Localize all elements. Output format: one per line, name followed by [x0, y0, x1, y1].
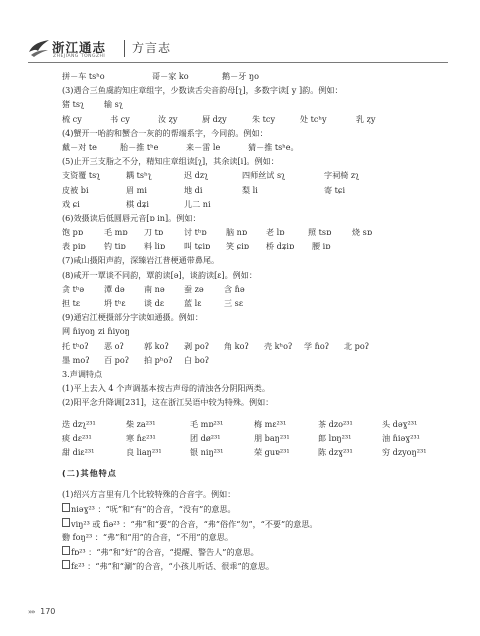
example-word: 毛 mɒ²³¹	[190, 418, 224, 429]
example-word: 字祠椅 zʅ	[324, 170, 360, 181]
paragraph-line	[62, 128, 448, 142]
example-row	[62, 142, 448, 156]
paragraph-line	[62, 369, 448, 383]
example-word: 坍 tʰɛ	[104, 298, 126, 308]
example-word: 烧 sɒ	[352, 227, 373, 238]
missing-glyph-box-icon	[62, 560, 70, 569]
example-word: 含 ɦə	[224, 283, 245, 294]
example-word: 老 lɒ	[266, 227, 285, 238]
page-number: 170	[40, 607, 56, 616]
example-word: 剥 poʔ	[184, 340, 210, 351]
merged-syllable-line	[62, 518, 448, 532]
example-row	[62, 170, 448, 184]
example-word: 南 nə	[144, 283, 165, 294]
example-word: 网 ɦiyoŋ	[62, 326, 96, 337]
example-word: 壳 kʰoʔ	[264, 340, 293, 351]
example-row	[62, 355, 448, 369]
example-row	[62, 341, 448, 355]
example-word: 梳 cy	[62, 113, 82, 124]
paragraph-line	[62, 213, 448, 227]
paragraph-text: (6)效摄读后低圆唇元音[ɒ in]。例如：	[62, 212, 201, 223]
paragraph-text: (9)通宕江梗摄部分字读如通摄。例如：	[62, 312, 203, 323]
example-word: 耦 tsʰʅ	[126, 170, 152, 181]
paragraph-line	[62, 312, 448, 326]
example-word: 贪 tʰə	[62, 283, 85, 294]
example-word: 银 niŋ²³¹	[190, 446, 224, 457]
example-word: 戏 ɕi	[62, 198, 80, 209]
example-word: 茶 dzo²³¹	[318, 418, 353, 429]
example-word: 厨 dȥy	[202, 113, 227, 124]
example-word: 三 sɛ	[224, 298, 244, 308]
example-word: 寒 ɦɛ²³¹	[126, 432, 156, 443]
example-word: 学 ɦoʔ	[304, 340, 330, 351]
example-word: 处 tcʰy	[300, 113, 327, 124]
swallow-logo-icon	[28, 38, 50, 58]
example-word: 笑 ɕiɒ	[226, 241, 249, 252]
example-word: 墨 moʔ	[62, 354, 90, 365]
example-word: 儿二 ni	[184, 198, 211, 209]
example-word: 郭 koʔ	[144, 340, 169, 351]
example-word: 钓 tiɒ	[104, 241, 126, 252]
example-word: 担 tɛ	[62, 298, 81, 308]
paragraph-text: 3.声调特点	[62, 368, 103, 379]
example-row	[62, 433, 448, 447]
example-word: 百 poʔ	[104, 354, 130, 365]
example-word: 油 ɦiəɣ²³¹	[382, 432, 420, 443]
page-footer	[28, 607, 55, 616]
example-word: 脑 nɒ	[226, 227, 248, 238]
merged-syllable-line	[62, 560, 448, 574]
missing-glyph-box-icon	[62, 503, 70, 512]
merged-syllable-line	[62, 503, 448, 517]
example-word: 支资覆 tsʅ	[62, 170, 101, 181]
paragraph-text: 覅 foŋ²³ ：“弗”和“用”的合音，“不用”的意思。	[62, 531, 233, 542]
body-text	[62, 71, 448, 574]
example-row	[62, 99, 448, 113]
paragraph-line	[62, 270, 448, 284]
example-word: 白 boʔ	[184, 354, 210, 365]
example-word: 书 cy	[110, 113, 130, 124]
example-word: 痰 dɛ²³¹	[62, 432, 92, 443]
example-word: 棋 dʑi	[126, 198, 149, 209]
example-word: 郎 lɒŋ²³¹	[318, 432, 352, 443]
example-word: 鹅－牙 ŋo	[222, 71, 259, 81]
section-title: 方言志	[132, 41, 172, 55]
example-word: 哥－家 ko	[152, 71, 189, 81]
section-heading-text: (二)其他特点	[62, 468, 117, 479]
example-word: 寄 tɕi	[324, 184, 346, 195]
paragraph-text: fɛ²³ ：“弗”和“涮”的合音，“小孩儿听话、很乖”的意思。	[71, 561, 274, 572]
example-word: 迟 dzʅ	[184, 170, 209, 181]
example-word: 良 liaŋ²³¹	[126, 446, 162, 457]
paragraph-text: (3)遇合三鱼虞韵知庄章组字，少数读舌尖音韵母[ʅ]，多数字读[ y ]韵。例如：	[62, 85, 343, 96]
paragraph-line	[62, 255, 448, 269]
example-word: 汝 ȥy	[158, 113, 178, 124]
example-word: 毛 mɒ	[104, 227, 128, 238]
paragraph-line	[62, 156, 448, 170]
example-word: 猜－推 tsʰe。	[248, 141, 299, 152]
brand-title: 浙江通志	[52, 40, 107, 55]
example-row	[62, 71, 448, 85]
example-row	[62, 284, 448, 298]
example-word: 团 dø²³¹	[190, 432, 221, 443]
example-row	[62, 114, 448, 128]
example-word: 蓝 lɛ	[184, 298, 202, 308]
example-row	[62, 241, 448, 255]
example-word: 腰 iɒ	[312, 241, 331, 252]
example-word: 桥 dʑiɒ	[266, 241, 295, 252]
example-row	[62, 447, 448, 461]
example-row	[62, 298, 448, 312]
example-word: 拼－车 tsʰo	[62, 71, 105, 81]
section-heading	[62, 468, 448, 482]
example-word: 北 poʔ	[344, 340, 370, 351]
example-word: 四师丝试 sʅ	[242, 170, 286, 181]
merged-syllable-line	[62, 546, 448, 560]
example-word: 朱 tcy	[252, 113, 276, 124]
running-header	[28, 38, 448, 64]
example-word: 柴 za²³¹	[126, 418, 156, 429]
example-word: 托 tʰoʔ	[62, 340, 89, 351]
example-word: 来－雷 le	[186, 141, 221, 152]
example-word: 乳 ȥy	[356, 113, 376, 124]
example-word: 荣 guɐ²³¹	[254, 446, 290, 457]
header-divider	[124, 40, 125, 57]
example-row	[62, 227, 448, 241]
example-word: 蚕 zə	[184, 283, 204, 294]
example-word: 料 liɒ	[144, 241, 166, 252]
example-word: 饱 pɒ	[62, 227, 84, 238]
paragraph-text: fɒ²³ ：“弗”和“好”的合音，“提醒、警告人”的意思。	[71, 547, 259, 557]
paragraph-text: (4)蟹开一咍韵和蟹合一灰韵的帮端系字，今同韵。例如：	[62, 127, 268, 138]
paragraph-text: viŋ²³ 或 fiə²³ ：“弗”和“要”的合音，“弗”俗作“勿”，“不要”的意思。	[71, 518, 318, 529]
paragraph-line	[62, 383, 448, 397]
example-word: 迭 dzʅ²³¹	[62, 418, 96, 429]
example-word: 谈 dɛ	[144, 298, 165, 308]
example-word: 朋 baŋ²³¹	[254, 432, 290, 443]
missing-glyph-box-icon	[62, 518, 70, 527]
example-word: 角 koʔ	[224, 340, 249, 351]
paragraph-text: (8)咸开一覃谈不同韵，覃韵读[ə]，谈韵读[ɛ]。例如：	[62, 269, 257, 280]
paragraph-line	[62, 397, 448, 411]
example-word: 眉 mi	[126, 184, 147, 195]
example-word: 皮被 bi	[62, 184, 89, 195]
example-word: 潭 də	[104, 283, 125, 294]
example-row	[62, 199, 448, 213]
footer-chevrons-icon: »»	[28, 608, 35, 616]
example-word: 恶 oʔ	[104, 340, 124, 351]
example-row	[62, 326, 448, 340]
header-rule	[28, 62, 448, 63]
brand-subtitle: ZHEJIANG TONGZHI	[53, 54, 106, 59]
example-word: 表 piɒ	[62, 241, 86, 252]
example-word: 叫 tɕiɒ	[184, 241, 211, 252]
example-word: 输 sʅ	[104, 99, 123, 110]
example-word: 刀 tɒ	[144, 227, 164, 238]
example-word: 照 tsɒ	[308, 227, 332, 238]
example-word: 梅 mɛ²³¹	[254, 418, 287, 429]
example-word: 地 di	[184, 184, 203, 195]
example-word: 戴－对 te	[62, 141, 97, 152]
paragraph-line	[62, 489, 448, 503]
example-word: 陈 dzɣ²³¹	[318, 446, 353, 457]
example-word: 甜 diɛ²³¹	[62, 446, 95, 457]
paragraph-text: (5)止开三支脂之不分，精知庄章组读[ʅ]，其余读[i]。例如：	[62, 156, 279, 167]
paragraph-line	[62, 85, 448, 99]
example-word: 猪 tsʅ	[62, 99, 85, 110]
paragraph-text: (2)阳平念升降调[231]，这在浙江吴语中较为特殊。例如：	[62, 397, 274, 408]
example-word: 胎－推 tʰe	[120, 141, 159, 152]
paragraph-line	[62, 532, 448, 546]
paragraph-text: niəɣ²³ ：“呒”和“有”的合音，“没有”的意思。	[71, 504, 236, 515]
example-row	[62, 419, 448, 433]
example-row	[62, 185, 448, 199]
example-word: zi ɦiyoŋ	[98, 326, 130, 337]
example-word: 讨 tʰɒ	[184, 227, 207, 238]
example-word: 头 dəɣ²³¹	[382, 418, 418, 429]
paragraph-text: (1)平上去入 4 个声调基本按古声母的清浊各分阴阳两类。	[62, 383, 270, 394]
example-word: 穷 dzyoŋ²³¹	[382, 446, 427, 457]
missing-glyph-box-icon	[62, 546, 70, 555]
example-word: 拍 pʰoʔ	[144, 354, 173, 365]
paragraph-text: (7)咸山摄阳声韵，深臻岩江普梗通带鼻尾。	[62, 255, 220, 266]
paragraph-text: (1)绍兴方言里有几个比较特殊的合音字。例如：	[62, 489, 236, 500]
example-word: 梨 li	[242, 184, 258, 195]
